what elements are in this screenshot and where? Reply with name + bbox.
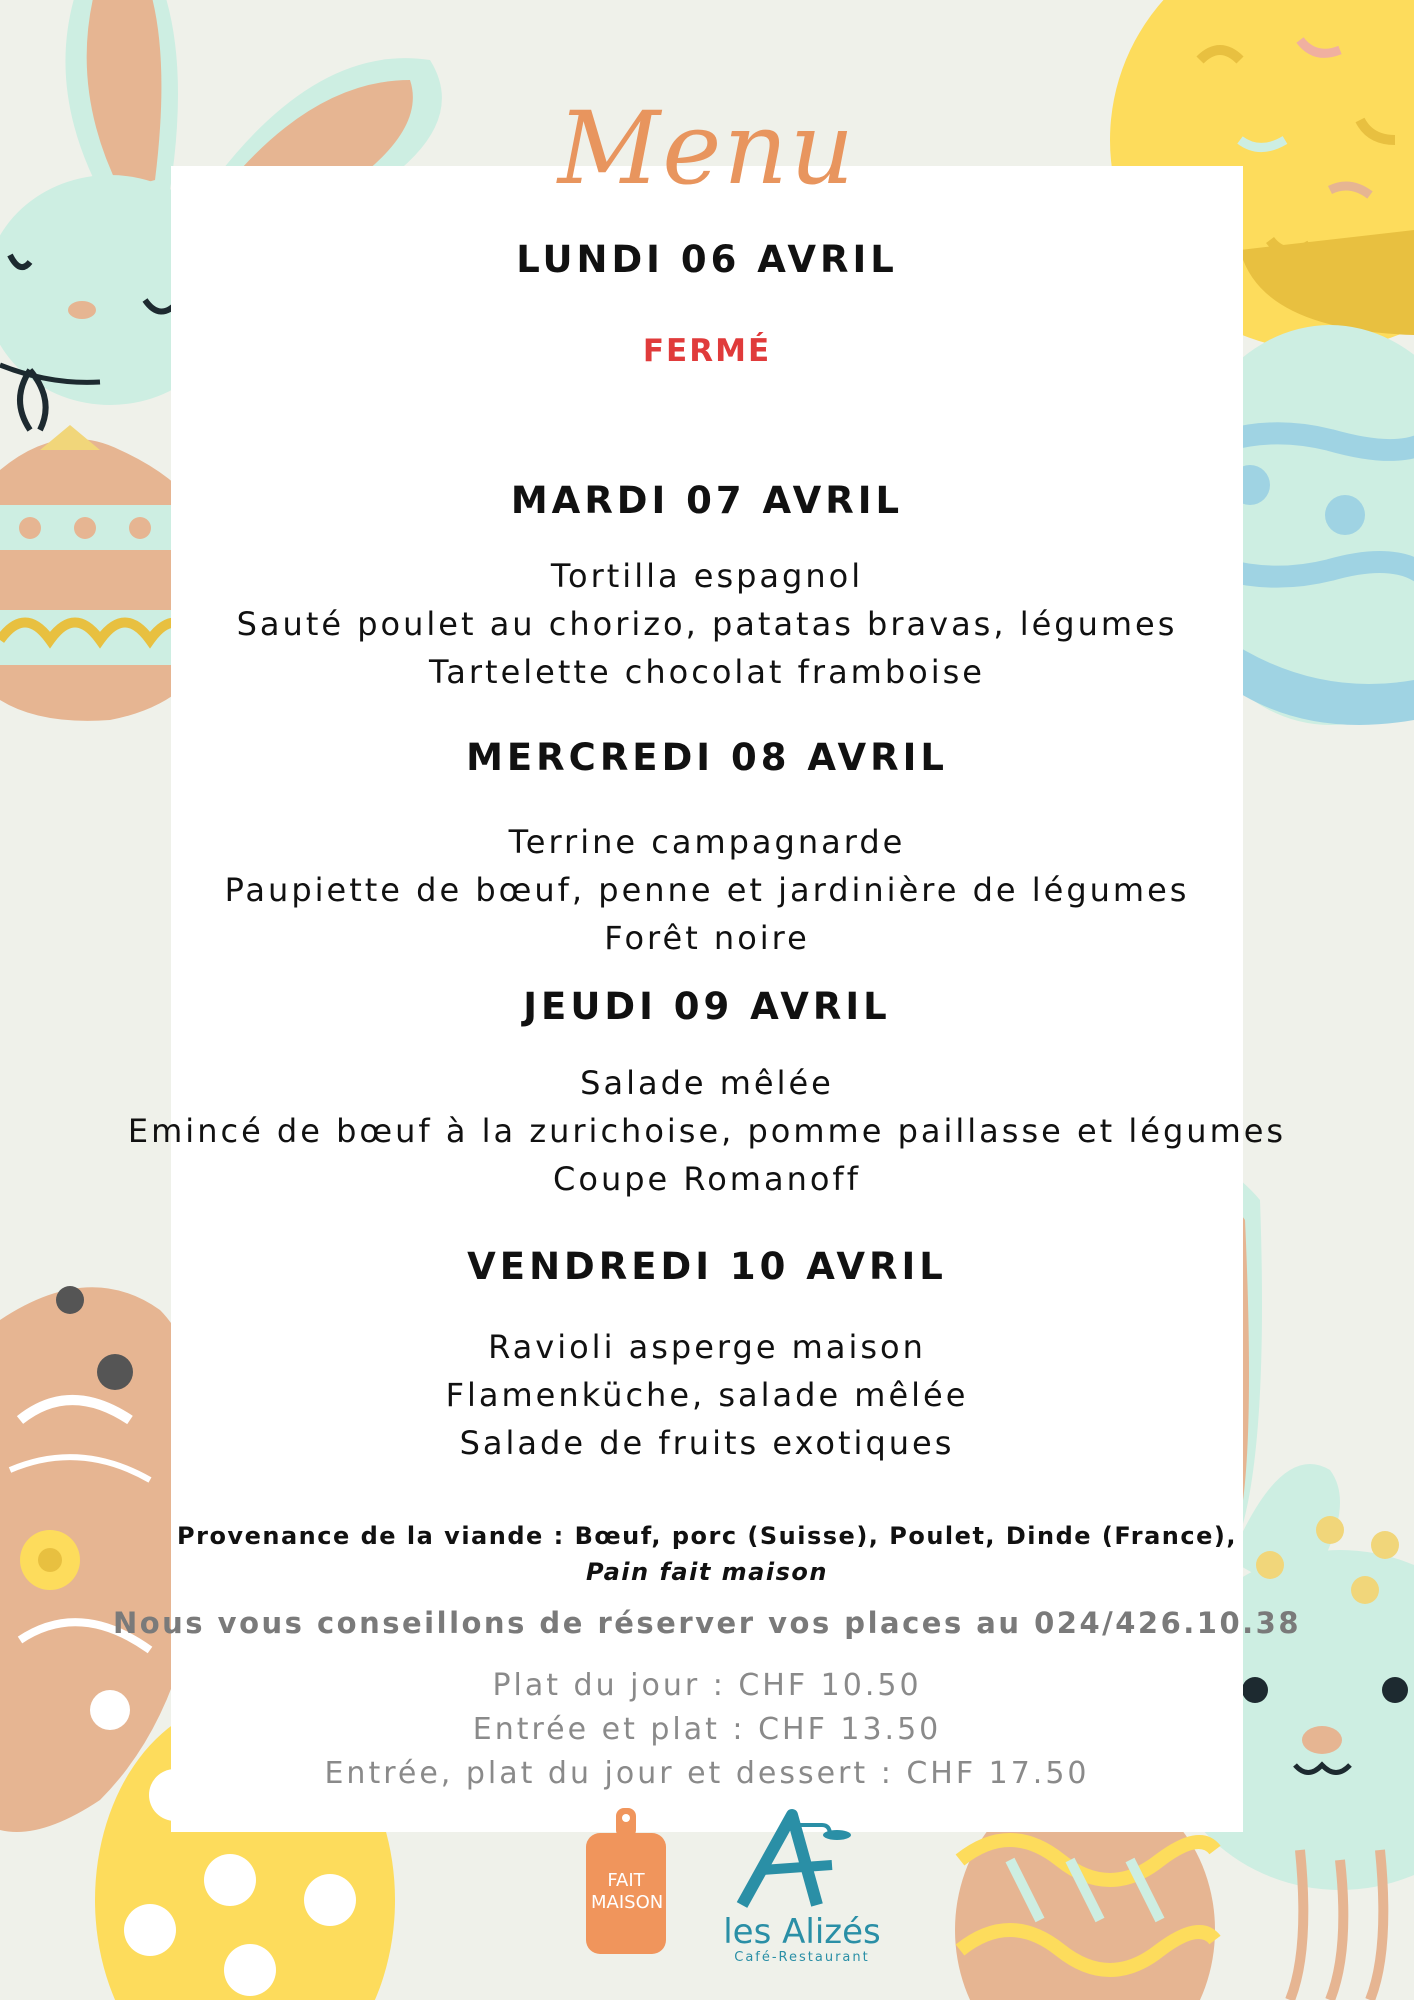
- dish-friday-main: Flamenküche, salade mêlée: [445, 1376, 969, 1414]
- price-full-menu: Entrée, plat du jour et dessert : CHF 17.50: [324, 1756, 1090, 1791]
- dish-wednesday-main: Paupiette de bœuf, penne et jardinière de légumes: [224, 871, 1190, 909]
- price-plat-du-jour: Plat du jour : CHF 10.50: [492, 1668, 922, 1703]
- reservation-notice: Nous vous conseillons de réserver vos places au 024/426.10.38: [112, 1606, 1302, 1640]
- dish-friday-dessert: Salade de fruits exotiques: [459, 1424, 955, 1462]
- fait-maison-text: FAIT MAISON: [591, 1870, 664, 1913]
- day-heading-wednesday: MERCREDI 08 AVRIL: [466, 736, 948, 779]
- dish-wednesday-dessert: Forêt noire: [604, 919, 810, 957]
- brand-name: les Alizés: [723, 1912, 881, 1952]
- dish-tuesday-main: Sauté poulet au chorizo, patatas bravas, légumes: [236, 605, 1178, 643]
- day-heading-thursday: JEUDI 09 AVRIL: [523, 985, 891, 1028]
- dish-friday-starter: Ravioli asperge maison: [488, 1328, 926, 1366]
- dish-thursday-starter: Salade mêlée: [580, 1064, 834, 1102]
- homemade-bread-note: Pain fait maison: [586, 1558, 828, 1586]
- dish-tuesday-dessert: Tartelette chocolat framboise: [429, 653, 985, 691]
- brand-subtitle: Café-Restaurant: [734, 1950, 870, 1965]
- closed-notice: FERMÉ: [642, 333, 772, 369]
- dish-tuesday-starter: Tortilla espagnol: [550, 557, 864, 595]
- day-heading-friday: VENDREDI 10 AVRIL: [467, 1245, 947, 1288]
- dish-thursday-main: Emincé de bœuf à la zurichoise, pomme paillasse et légumes: [127, 1112, 1287, 1150]
- menu-title: Menu: [557, 90, 857, 207]
- dish-thursday-dessert: Coupe Romanoff: [553, 1160, 861, 1198]
- day-heading-tuesday: MARDI 07 AVRIL: [510, 479, 904, 522]
- price-entree-plat: Entrée et plat : CHF 13.50: [472, 1712, 942, 1747]
- meat-provenance: Provenance de la viande : Bœuf, porc (Suisse), Poulet, Dinde (France),: [177, 1522, 1237, 1550]
- dish-wednesday-starter: Terrine campagnarde: [508, 823, 906, 861]
- day-heading-monday: LUNDI 06 AVRIL: [516, 238, 898, 281]
